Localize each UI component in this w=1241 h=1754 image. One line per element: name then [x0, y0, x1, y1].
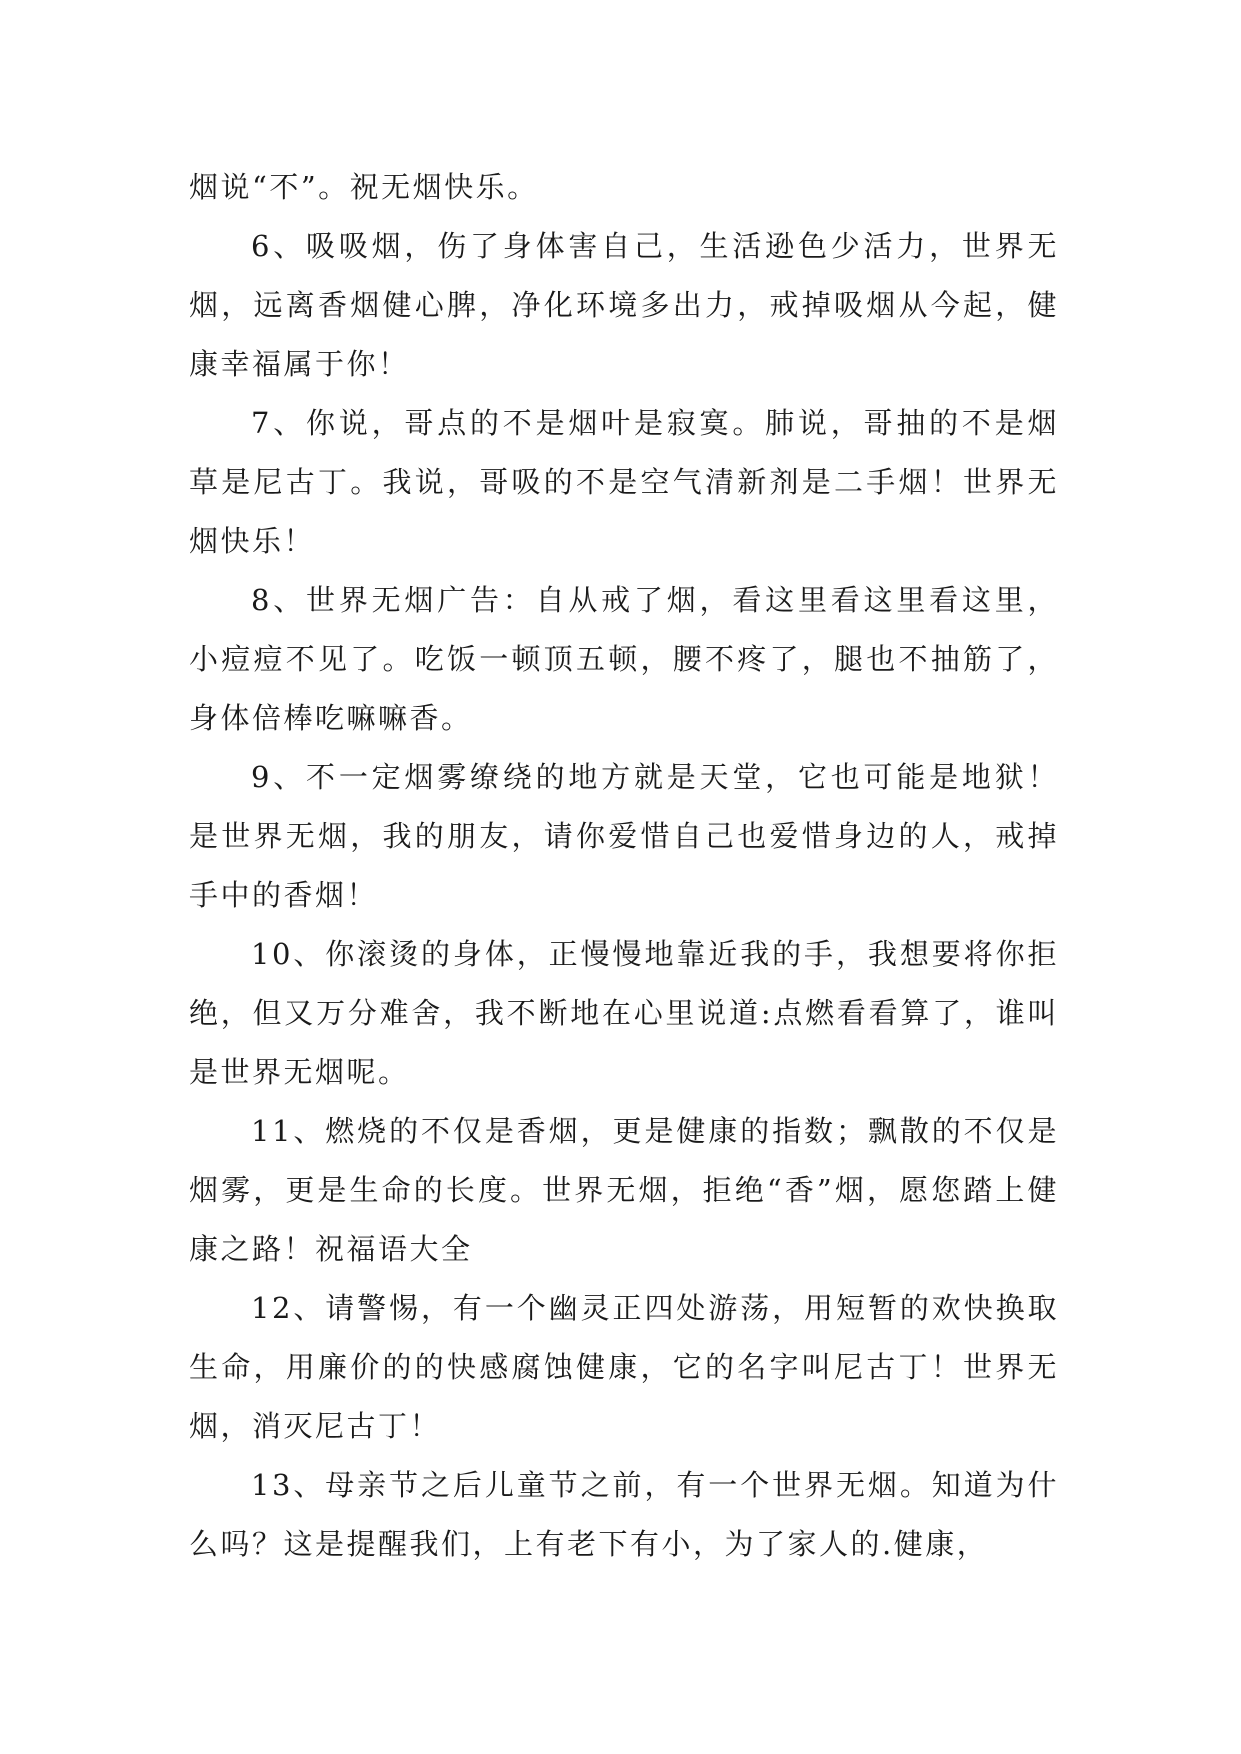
paragraph-2: 6、吸吸烟，伤了身体害自己，生活逊色少活力，世界无烟，远离香烟健心脾，净化环境多出力，戒掉吸烟从今起，健康幸福属于你！: [189, 229, 1059, 381]
paragraph-6: 10、你滚烫的身体，正慢慢地靠近我的手，我想要将你拒绝，但又万分难舍，我不断地在心里说道:点燃看看算了，谁叫是世界无烟呢。: [189, 937, 1059, 1089]
paragraph-3: 7、你说，哥点的不是烟叶是寂寞。肺说，哥抽的不是烟草是尼古丁。我说，哥吸的不是空气清新剂是二手烟！世界无烟快乐！: [189, 406, 1059, 558]
paragraph-1: 烟说“不”。祝无烟快乐。: [189, 170, 539, 204]
paragraph-7: 11、燃烧的不仅是香烟，更是健康的指数；飘散的不仅是烟雾，更是生命的长度。世界无烟，拒绝“香”烟，愿您踏上健康之路！祝福语大全: [189, 1114, 1059, 1266]
paragraph-9: 13、母亲节之后儿童节之前，有一个世界无烟。知道为什么吗？这是提醒我们，上有老下有小，为了家人的.健康，: [189, 1468, 1059, 1561]
document-body: [189, 158, 1059, 1574]
paragraph-5: 9、不一定烟雾缭绕的地方就是天堂，它也可能是地狱！是世界无烟，我的朋友，请你爱惜自己也爱惜身边的人，戒掉手中的香烟！: [189, 760, 1059, 912]
paragraph-8: 12、请警惕，有一个幽灵正四处游荡，用短暂的欢快换取生命，用廉价的的快感腐蚀健康，它的名字叫尼古丁！世界无烟，消灭尼古丁！: [189, 1291, 1059, 1443]
paragraph-4: 8、世界无烟广告：自从戒了烟，看这里看这里看这里，小痘痘不见了。吃饭一顿顶五顿，腰不疼了，腿也不抽筋了，身体倍棒吃嘛嘛香。: [189, 583, 1059, 735]
